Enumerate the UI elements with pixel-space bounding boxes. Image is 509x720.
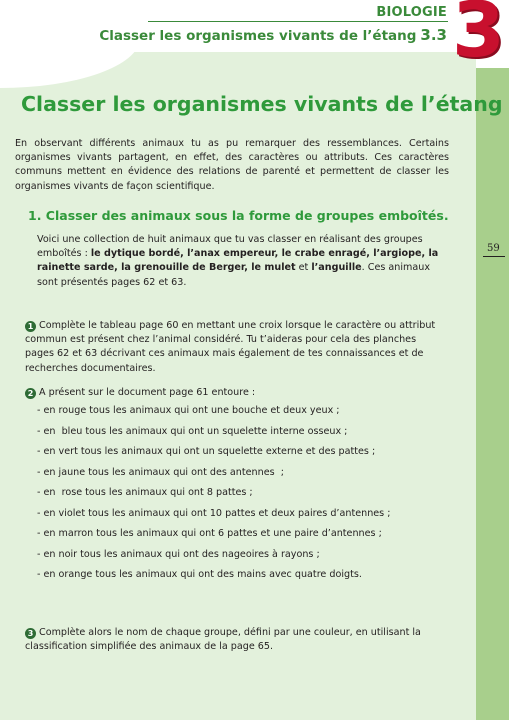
question-3-text: Complète alors le nom de chaque groupe, défini par une couleur, en utilisant la classification simplifiée des animaux de la page 65. — [25, 627, 421, 653]
question-2 — [25, 386, 445, 400]
question-2-text: A présent sur le document page 61 entoure : — [39, 387, 256, 398]
number-3-icon: 3 — [25, 628, 36, 639]
intro-paragraph: En observant différents animaux tu as pu remarquer des ressemblances. Certains organismes vivants partagent, en effet, des caractères ou attributs. Ces caractères communs mettent en évidence des relations de parenté et permettent de classer les organismes vivants de façon scientifique. — [15, 138, 449, 192]
page-number-rule — [483, 256, 505, 257]
list-item: - en vert tous les animaux qui ont un squelette externe et des pattes ; — [37, 446, 376, 457]
chapter-number: 3 — [452, 0, 505, 74]
last-animal: l’anguille — [311, 262, 362, 274]
and-word: et — [295, 262, 312, 274]
section-paragraph — [37, 233, 445, 290]
section-text-intro: Voici une collection de huit animaux que tu vas classer en réalisant des groupes emboîtés : — [37, 234, 423, 260]
page-number: 59 — [487, 243, 500, 254]
subject-label: BIOLOGIE — [376, 5, 447, 20]
list-item: - en marron tous les animaux qui ont 6 pattes et une paire d’antennes ; — [37, 528, 382, 539]
number-1-icon: 1 — [25, 321, 36, 332]
section-text-end: . Ces animaux sont présentés pages 62 et 63. — [37, 262, 431, 288]
list-item: - en orange tous les animaux qui ont des mains avec quatre doigts. — [37, 569, 362, 580]
list-item: - en noir tous les animaux qui ont des nageoires à rayons ; — [37, 548, 320, 560]
header-rule — [148, 21, 448, 22]
list-item: - en rouge tous les animaux qui ont une bouche et deux yeux ; — [37, 405, 340, 416]
question-1 — [25, 319, 445, 376]
question-1-text: Complète le tableau page 60 en mettant une croix lorsque le caractère ou attribut commun est présent chez l’animal considéré. Tu t’aideras pour cela des planches pages 62 et 63 décrivant ces animaux mais également de tes connaissances et de recherches documentaires. — [25, 320, 436, 374]
list-item: - en bleu tous les animaux qui ont un squelette interne osseux ; — [37, 425, 348, 437]
running-title-text: Classer les organismes vivants de l’étang — [99, 28, 417, 44]
section-number: 3.3 — [420, 26, 447, 44]
question-3 — [25, 626, 445, 654]
running-title — [99, 26, 447, 44]
list-item: - en jaune tous les animaux qui ont des antennes ; — [37, 466, 284, 478]
list-item: - en violet tous les animaux qui ont 10 pattes et deux paires d’antennes ; — [37, 507, 391, 519]
color-instruction-list — [37, 404, 390, 589]
animal-list: le dytique bordé, l’anax empereur, le crabe enragé, l’argiope, la rainette sarde, la grenouille de Berger, le mulet — [37, 248, 439, 274]
number-2-icon: 2 — [25, 388, 36, 399]
list-item: - en rose tous les animaux qui ont 8 pattes ; — [37, 487, 253, 498]
page-title: Classer les organismes vivants de l’étang — [21, 92, 503, 116]
section-heading: 1. Classer des animaux sous la forme de groupes emboîtés. — [28, 208, 449, 223]
